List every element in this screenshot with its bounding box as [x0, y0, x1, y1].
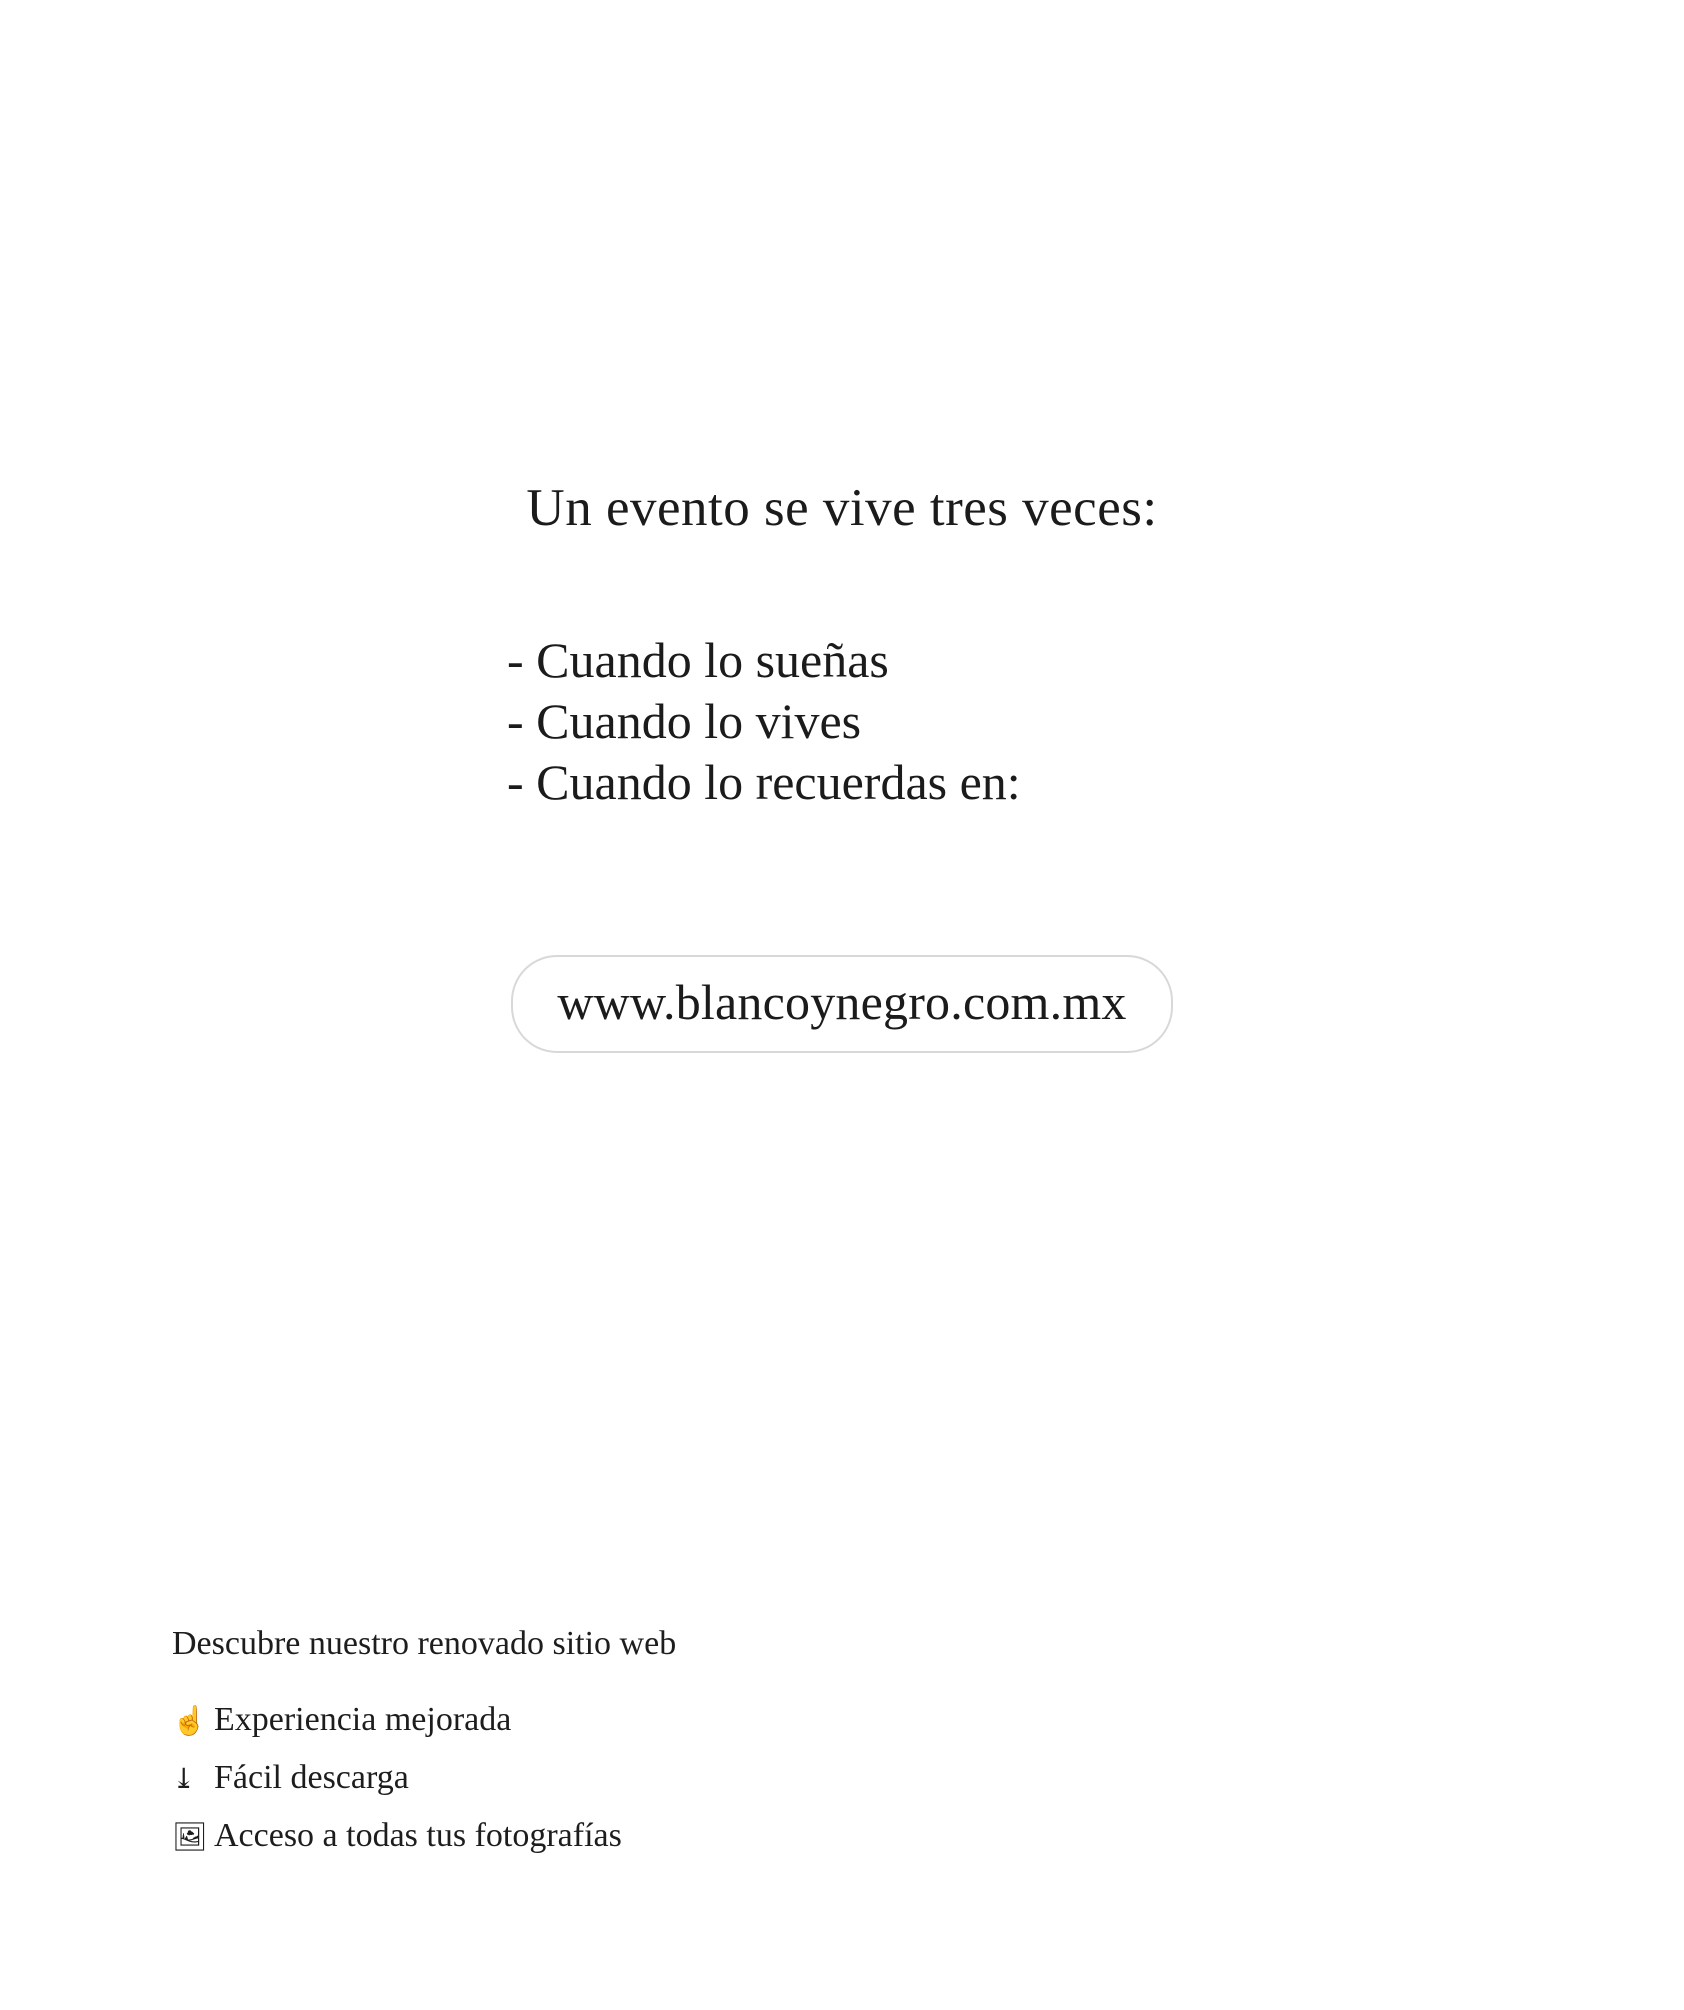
- list-item: - Cuando lo recuerdas en:: [507, 754, 1021, 810]
- bullet-list: [0, 630, 1684, 813]
- feature-label: Experiencia mejorada: [214, 1701, 512, 1738]
- feature-label: Acceso a todas tus fotografías: [214, 1817, 622, 1854]
- list-item: - Cuando lo sueñas: [507, 632, 889, 688]
- list-item: [172, 1813, 1072, 1859]
- website-url-button[interactable]: www.blancoynegro.com.mx: [511, 955, 1172, 1053]
- photo-icon: 🖼: [172, 1822, 208, 1853]
- url-button-wrapper: [0, 955, 1684, 1053]
- list-item: [172, 1755, 1072, 1801]
- list-item: - Cuando lo vives: [507, 693, 862, 749]
- pointing-hand-icon: ☝: [172, 1706, 207, 1737]
- feature-label: Fácil descarga: [214, 1759, 409, 1796]
- page-title: Un evento se vive tres veces:: [526, 479, 1158, 537]
- footer-section: [172, 1625, 1072, 1871]
- footer-title: Descubre nuestro renovado sitio web: [172, 1625, 677, 1662]
- download-icon: ⤓: [172, 1764, 196, 1795]
- list-item: [172, 1697, 1072, 1743]
